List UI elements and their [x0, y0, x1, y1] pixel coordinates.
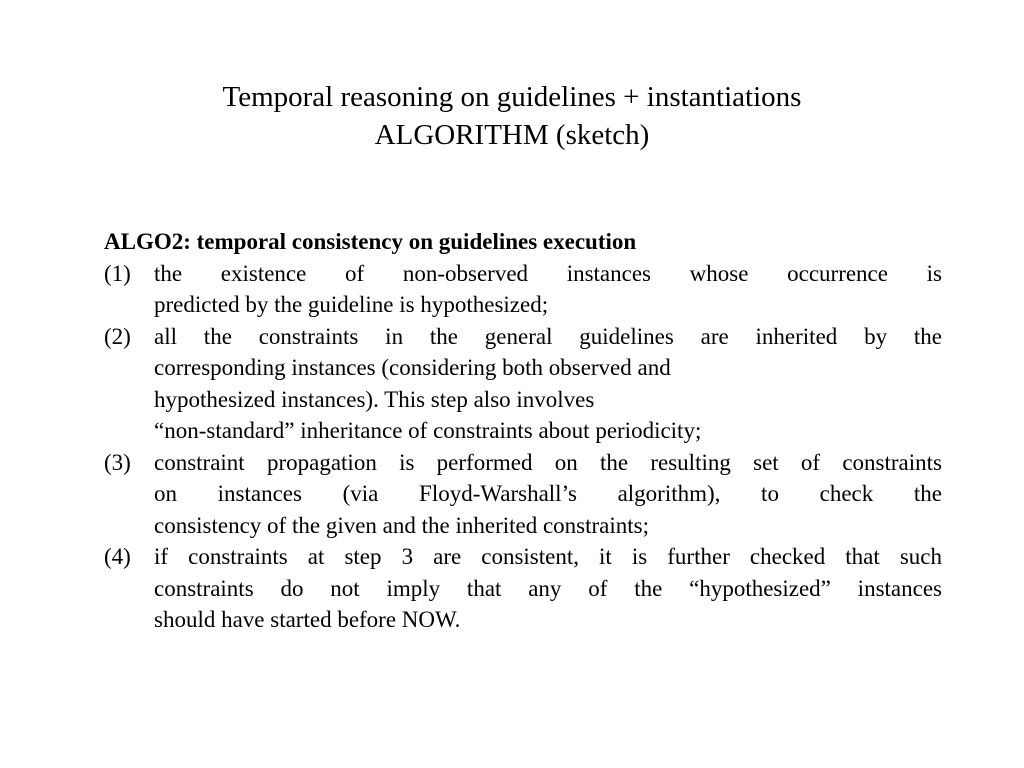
item-line: if constraints at step 3 are consistent, it is further checked that such — [154, 544, 942, 569]
list-item-4 — [104, 541, 942, 636]
item-line: constraint propagation is performed on the resulting set of constraints — [154, 449, 942, 475]
item-text — [154, 541, 942, 636]
item-number: (2) — [104, 323, 131, 349]
item-line: the existence of non-observed instances whose occurrence is — [154, 260, 942, 286]
slide-title — [0, 78, 1024, 154]
title-line-2: ALGORITHM (sketch) — [374, 119, 650, 151]
item-line: predicted by the guideline is hypothesized; — [154, 292, 549, 317]
item-text — [154, 258, 942, 321]
item-line: all the constraints in the general guidelines are inherited by the — [154, 323, 942, 349]
slide-body — [104, 226, 942, 636]
list-item-3 — [104, 447, 942, 542]
list-item-1 — [104, 258, 942, 321]
item-line: hypothesized instances). This step also involves — [154, 386, 595, 412]
item-number: (1) — [104, 260, 131, 286]
list-item-2 — [104, 321, 942, 447]
item-line: corresponding instances (considering both observed and — [154, 355, 671, 380]
item-number: (4) — [104, 544, 131, 569]
item-line: constraints do not imply that any of the “hypothesized” instances — [154, 575, 942, 601]
item-line: should have started before NOW. — [154, 607, 461, 632]
item-text — [154, 321, 942, 447]
title-line-1: Temporal reasoning on guidelines + instantiations — [222, 81, 802, 113]
item-number: (3) — [104, 449, 131, 475]
item-line: consistency of the given and the inherited constraints; — [154, 512, 650, 538]
algorithm-heading: ALGO2: temporal consistency on guidelines execution — [104, 229, 637, 254]
item-text — [154, 447, 942, 542]
item-line: on instances (via Floyd-Warshall’s algorithm), to check the — [154, 481, 942, 506]
item-line: “non-standard” inheritance of constraints about periodicity; — [154, 418, 702, 443]
